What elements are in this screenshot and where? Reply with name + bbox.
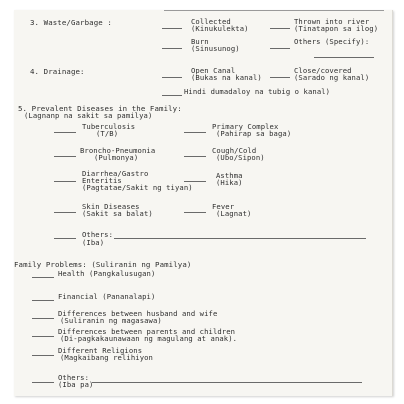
open-canal-translation: (Bukas na kanal) bbox=[191, 73, 262, 82]
skin-diseases-blank[interactable] bbox=[54, 212, 76, 213]
other-disease-translation: (Iba) bbox=[82, 238, 105, 247]
thrown-blank[interactable] bbox=[270, 28, 290, 29]
other-disease-blank[interactable] bbox=[54, 238, 76, 239]
fever-blank[interactable] bbox=[184, 212, 206, 213]
drainage-heading: 4. Drainage: bbox=[30, 67, 85, 76]
asthma-translation: (Hika) bbox=[216, 178, 243, 187]
diarrhea-label: Diarrhea/Gastro bbox=[82, 169, 149, 178]
fever-translation: (Lagnat) bbox=[216, 209, 252, 218]
collected-blank[interactable] bbox=[162, 28, 182, 29]
broncho-pneumonia-label: Broncho-Pneumonia bbox=[80, 146, 156, 155]
others-waste-blank[interactable] bbox=[270, 48, 290, 49]
asthma-label: Asthma bbox=[216, 171, 243, 180]
closed-canal-translation: (Sarado ng kanal) bbox=[294, 73, 370, 82]
cough-cold-blank[interactable] bbox=[184, 156, 206, 157]
open-canal-label: Open Canal bbox=[191, 66, 236, 75]
collected-label: Collected bbox=[191, 17, 231, 26]
diseases-subheading: (Lagnanp na sakit sa pamilya) bbox=[24, 111, 153, 120]
husband-wife-blank[interactable] bbox=[32, 318, 54, 319]
other-problem-blank[interactable] bbox=[32, 382, 54, 383]
others-waste-label: Others (Specify): bbox=[294, 37, 370, 46]
cough-cold-translation: (Ubo/Sipon) bbox=[216, 153, 265, 162]
financial-label: Financial (Pananalapi) bbox=[58, 292, 156, 301]
other-problem-translation: (Iba pa) bbox=[58, 380, 94, 389]
waste-garbage-heading: 3. Waste/Garbage : bbox=[30, 18, 112, 27]
family-problems-heading: Family Problems: (Suliranin ng Pamilya) bbox=[14, 260, 192, 269]
tuberculosis-translation: (T/B) bbox=[96, 129, 119, 138]
other-problem-specify-line[interactable] bbox=[92, 382, 362, 383]
primary-complex-label: Primary Complex bbox=[212, 122, 279, 131]
broncho-pneumonia-translation: (Pulmonya) bbox=[94, 153, 139, 162]
other-disease-specify-line[interactable] bbox=[114, 238, 366, 239]
religions-blank[interactable] bbox=[32, 355, 54, 356]
fever-label: Fever bbox=[212, 202, 235, 211]
skin-diseases-translation: (Sakit sa balat) bbox=[82, 209, 153, 218]
financial-blank[interactable] bbox=[32, 300, 54, 301]
no-drainage-blank[interactable] bbox=[162, 95, 182, 96]
asthma-blank[interactable] bbox=[184, 181, 206, 182]
husband-wife-label: Differences between husband and wife bbox=[58, 309, 218, 318]
husband-wife-translation: (Suliranin ng magasawa) bbox=[60, 316, 162, 325]
diseases-heading: 5. Prevalent Diseases in the Family: bbox=[18, 104, 182, 113]
open-canal-blank[interactable] bbox=[162, 77, 182, 78]
others-waste-specify-line[interactable] bbox=[314, 57, 374, 58]
enteritis-label: Enteritis bbox=[82, 176, 122, 185]
burn-blank[interactable] bbox=[162, 48, 182, 49]
survey-form-page bbox=[14, 10, 393, 396]
closed-canal-blank[interactable] bbox=[270, 77, 290, 78]
other-problem-label: Others: bbox=[58, 373, 89, 382]
parents-children-label: Differences between parents and children bbox=[58, 327, 236, 336]
diarrhea-blank[interactable] bbox=[54, 181, 76, 182]
primary-complex-blank[interactable] bbox=[184, 132, 206, 133]
no-drainage-label: Hindi dumadaloy na tubig o kanal) bbox=[184, 87, 331, 96]
burn-translation: (Sinusunog) bbox=[191, 44, 240, 53]
broncho-pneumonia-blank[interactable] bbox=[54, 156, 76, 157]
top-rule bbox=[164, 10, 384, 11]
other-disease-label: Others: bbox=[82, 230, 113, 239]
skin-diseases-label: Skin Diseases bbox=[82, 202, 140, 211]
health-blank[interactable] bbox=[32, 277, 54, 278]
tuberculosis-blank[interactable] bbox=[54, 132, 76, 133]
cough-cold-label: Cough/Cold bbox=[212, 146, 257, 155]
tuberculosis-label: Tuberculosis bbox=[82, 122, 136, 131]
religions-translation: (Magkaibang relihiyon bbox=[60, 353, 153, 362]
health-label: Health (Pangkalusugan) bbox=[58, 269, 156, 278]
thrown-label: Thrown into river bbox=[294, 17, 370, 26]
closed-canal-label: Close/covered bbox=[294, 66, 352, 75]
parents-children-translation: (Di-pagkakaunawaan ng magulang at anak). bbox=[60, 334, 238, 343]
religions-label: Different Religions bbox=[58, 346, 143, 355]
parents-children-blank[interactable] bbox=[32, 336, 54, 337]
burn-label: Burn bbox=[191, 37, 209, 46]
diarrhea-translation: (Pagtatae/Sakit ng tiyan) bbox=[82, 183, 193, 192]
thrown-translation: (Tinatapon sa ilog) bbox=[294, 24, 379, 33]
collected-translation: (Kinukulekta) bbox=[191, 24, 249, 33]
primary-complex-translation: (Pahirap sa baga) bbox=[216, 129, 292, 138]
